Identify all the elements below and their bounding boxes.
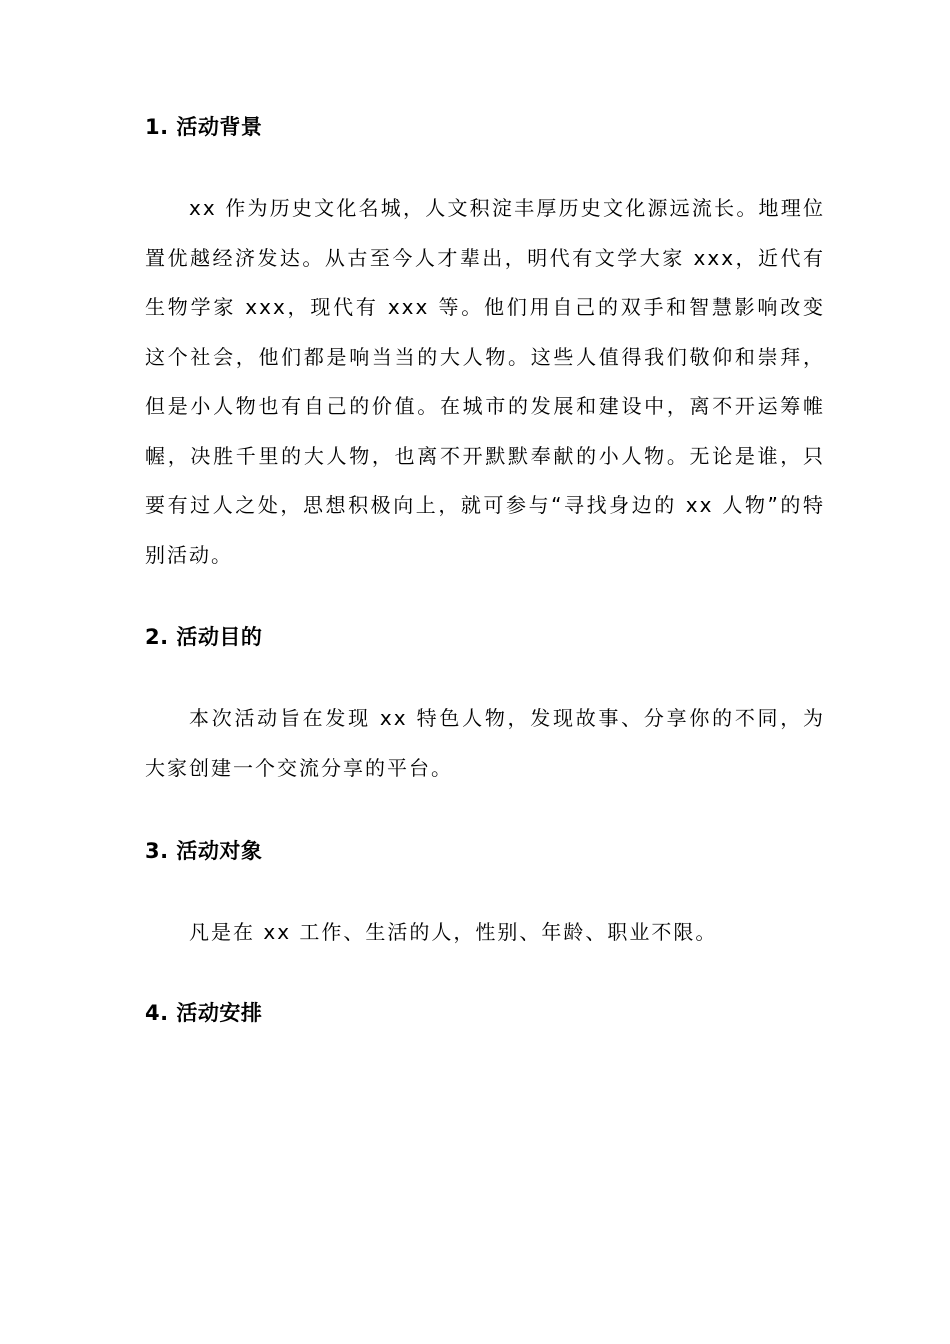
section-body-audience: 凡是在 xx 工作、生活的人，性别、年龄、职业不限。 (189, 920, 718, 944)
section-heading-background: 1. 活动背景 (145, 115, 263, 139)
section-heading-purpose: 2. 活动目的 (145, 625, 263, 649)
section-body-background: xx 作为历史文化名城，人文积淀丰厚历史文化源远流长。地理位置优越经济发达。从古至今人才辈出，明代有文学大家 xxx，近代有生物学家 xxx，现代有 xxx 等。他们用自己的双手和智慧影响改变这个社会，他们都是响当当的大人物。这些人值得我们敬仰和崇拜，但是小人物也有自己的价值。在城市的发展和建设中，离不开运筹帷幄，决胜千里的大人物，也离不开默默奉献的小人物。无论是谁，只要有过人之处，思想积极向上，就可参与“寻找身边的 xx 人物”的特别活动。 (145, 196, 825, 567)
section-heading-audience: 3. 活动对象 (145, 839, 263, 863)
section-heading-arrangement: 4. 活动安排 (145, 1001, 263, 1025)
section-body-purpose: 本次活动旨在发现 xx 特色人物，发现故事、分享你的不同，为大家创建一个交流分享的平台。 (145, 706, 825, 780)
